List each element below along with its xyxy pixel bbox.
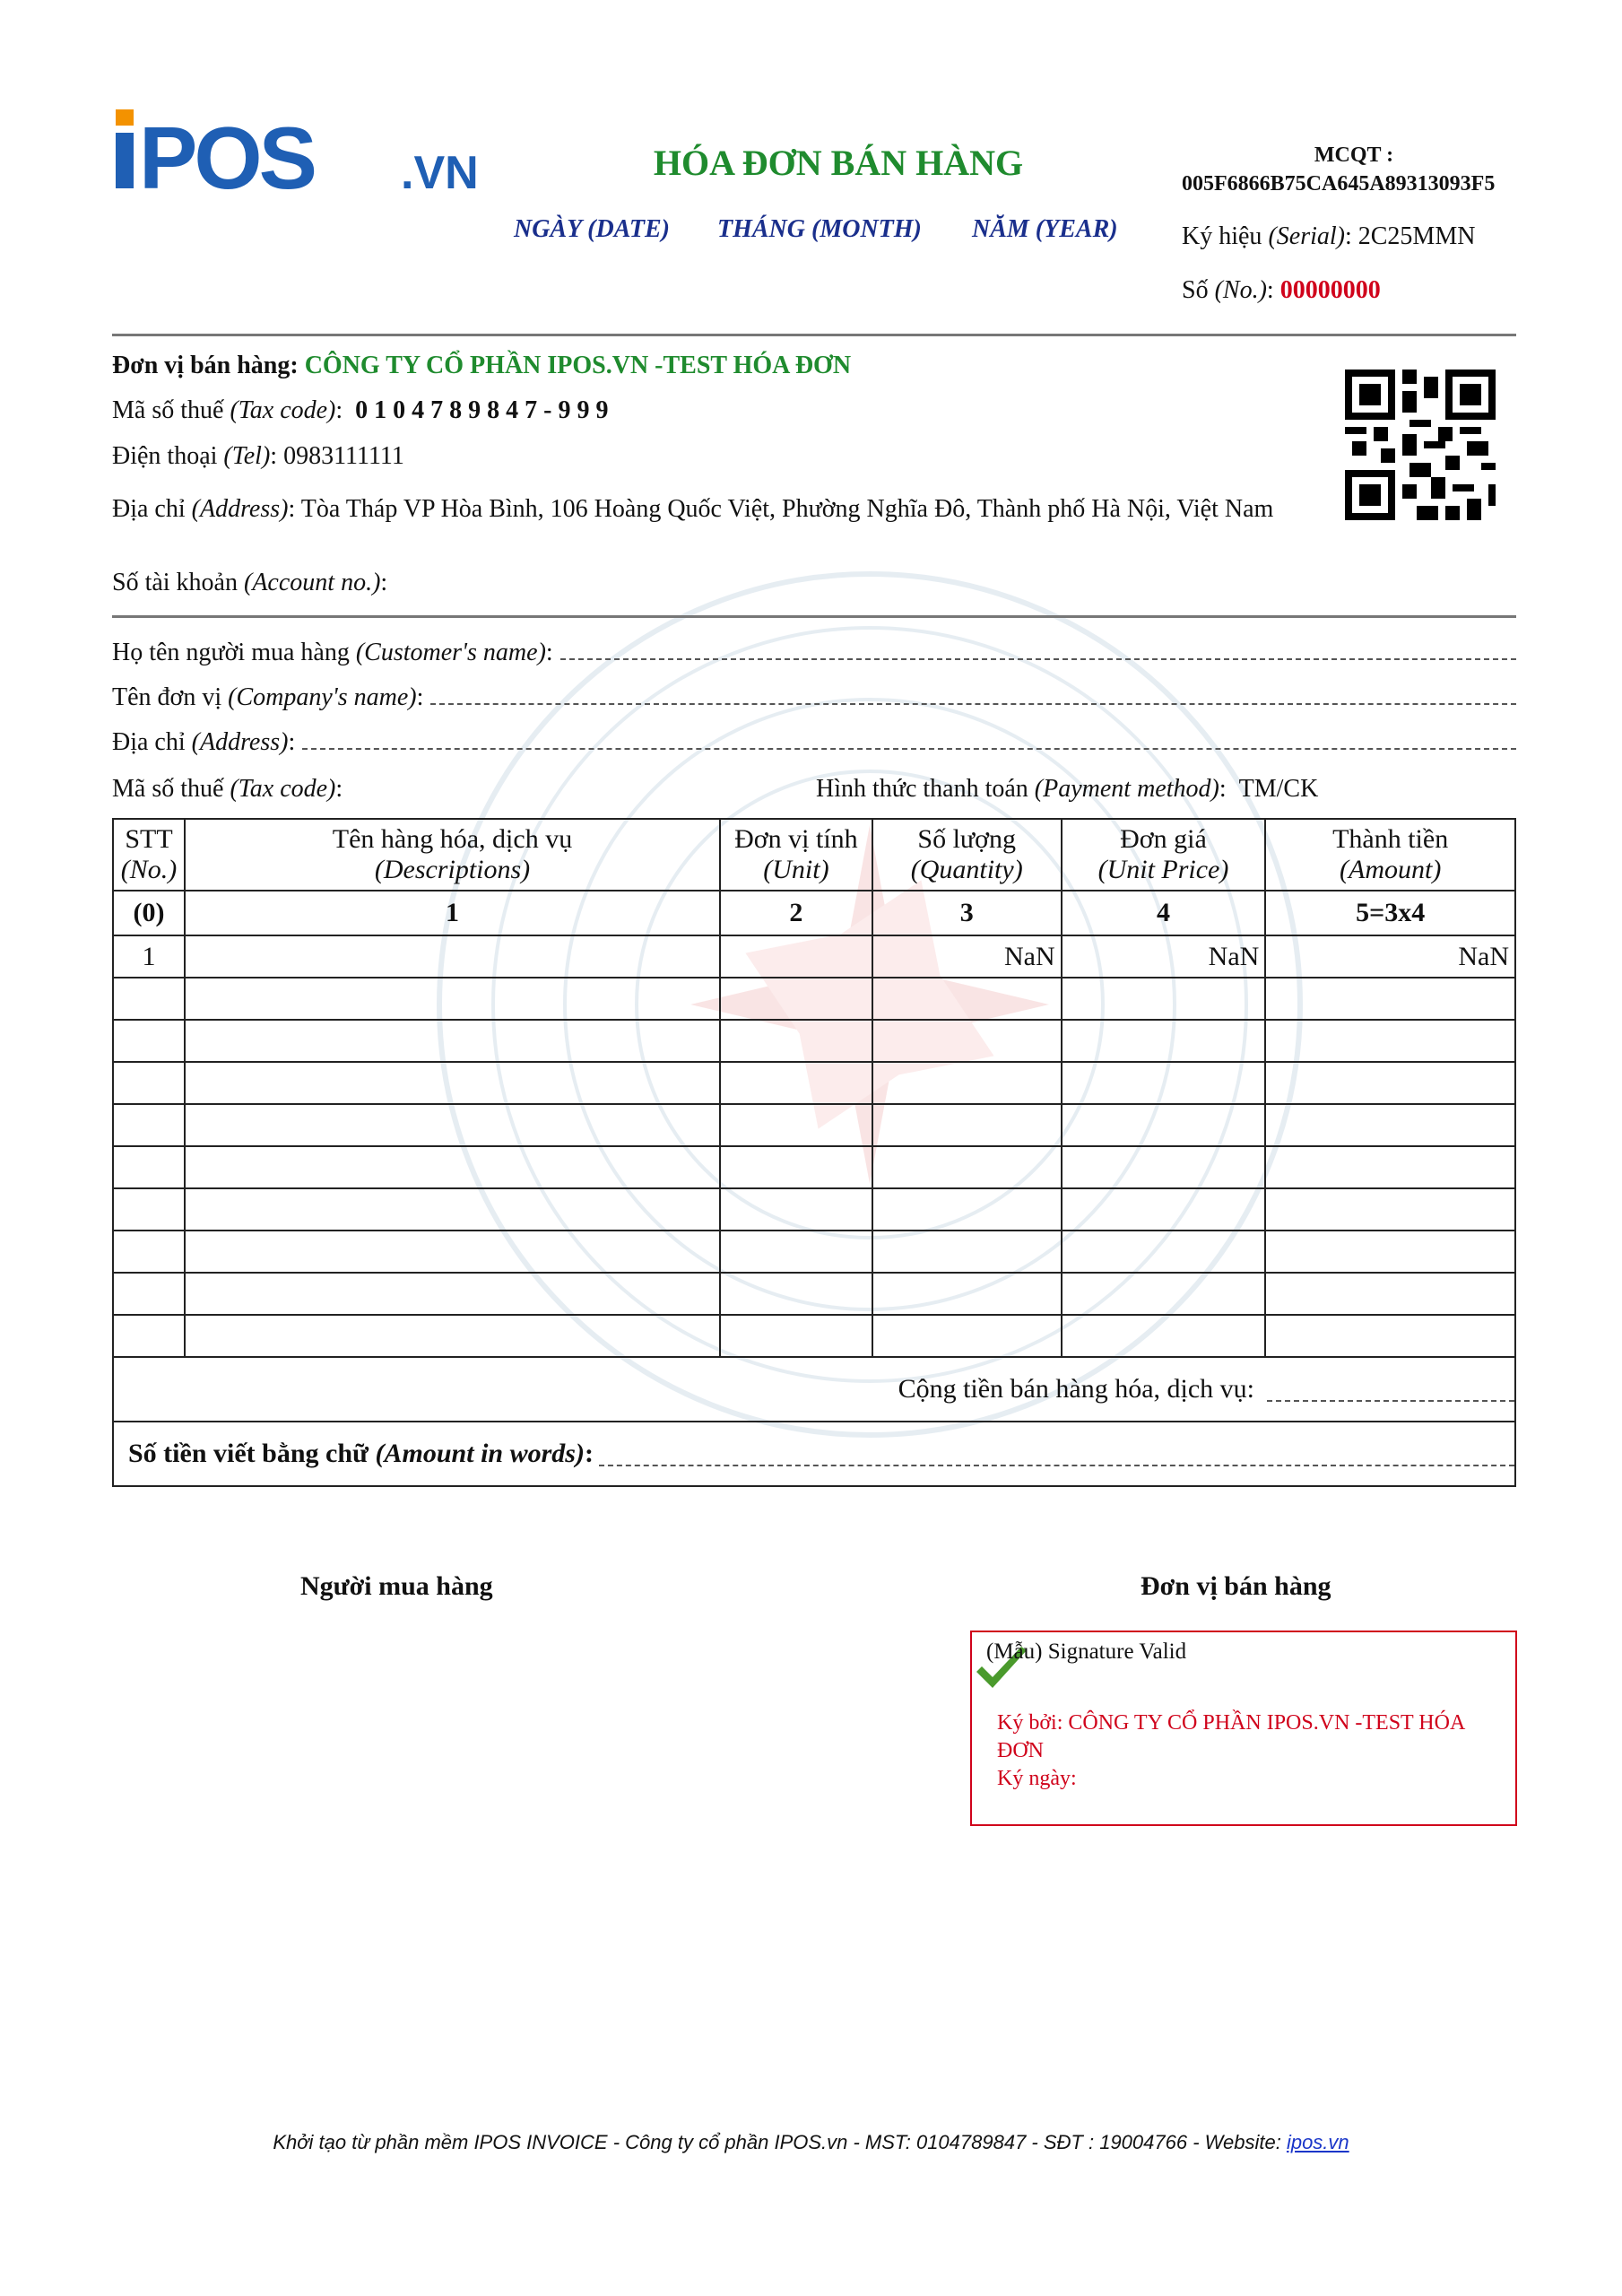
row-no: 1 xyxy=(113,935,185,978)
index-cell: 5=3x4 xyxy=(1265,891,1515,935)
seller-name: CÔNG TY CỔ PHẦN IPOS.VN -TEST HÓA ĐƠN xyxy=(304,352,852,379)
footer-website-link[interactable]: ipos.vn xyxy=(1286,2131,1349,2153)
signature-details xyxy=(997,1709,1499,1793)
payment-method-line: Hình thức thanh toán (Payment method): TM/CK xyxy=(816,775,1319,803)
signed-date: Ký ngày: xyxy=(997,1767,1077,1790)
table-row xyxy=(113,935,1515,978)
mcqt-label: MCQT : xyxy=(1314,144,1394,167)
empty-cell xyxy=(1062,1188,1266,1231)
empty-cell xyxy=(1062,1104,1266,1146)
serial-line: Ký hiệu (Serial): 2C25MMN xyxy=(1182,222,1476,250)
total-label: Cộng tiền bán hàng hóa, dịch vụ: xyxy=(898,1374,1254,1404)
signature-valid-text: (Mẫu) Signature Valid xyxy=(986,1639,1187,1664)
empty-cell xyxy=(720,978,872,1020)
seller-account-line: Số tài khoản (Account no.): xyxy=(112,569,388,596)
buyer-name-line: Họ tên người mua hàng (Customer's name): xyxy=(112,639,1516,667)
invoice-title: HÓA ĐƠN BÁN HÀNG xyxy=(653,143,1024,183)
empty-cell xyxy=(113,1273,185,1315)
empty-cell xyxy=(1265,1315,1515,1357)
empty-cell xyxy=(113,1231,185,1273)
empty-cell xyxy=(872,1020,1062,1062)
buyer-tax-line: Mã số thuế (Tax code): xyxy=(112,775,343,803)
empty-cell xyxy=(113,1020,185,1062)
table-row xyxy=(113,1273,1515,1315)
date-label: NGÀY (DATE) xyxy=(514,215,670,243)
empty-cell xyxy=(113,1104,185,1146)
items-table xyxy=(112,818,1516,1487)
serial-value: 2C25MMN xyxy=(1357,222,1476,250)
buyer-name-field[interactable] xyxy=(560,639,1516,660)
empty-cell xyxy=(1062,1273,1266,1315)
empty-cell xyxy=(1265,1188,1515,1231)
divider xyxy=(112,334,1516,336)
empty-cell xyxy=(720,1020,872,1062)
svg-text:POS: POS xyxy=(139,109,314,196)
col-header-unit: Đơn vị tính (Unit) xyxy=(720,819,872,891)
invoice-no-value: 00000000 xyxy=(1279,276,1381,304)
empty-cell xyxy=(1062,978,1266,1020)
empty-cell xyxy=(185,1188,720,1231)
buyer-company-field[interactable] xyxy=(430,683,1516,705)
empty-cell xyxy=(720,1231,872,1273)
col-header-amount: Thành tiền (Amount) xyxy=(1265,819,1515,891)
seller-tax-line: Mã số thuế (Tax code): 0104789847-999 xyxy=(112,396,615,424)
empty-cell xyxy=(720,1188,872,1231)
seller-address-value: Tòa Tháp VP Hòa Bình, 106 Hoàng Quốc Việt, Phường Nghĩa Đô, Thành phố Hà Nội, Việt Nam xyxy=(300,495,1274,523)
qr-code-icon xyxy=(1345,370,1496,520)
empty-cell xyxy=(872,1231,1062,1273)
empty-cell xyxy=(720,1062,872,1104)
empty-cell xyxy=(185,1273,720,1315)
ipos-logo xyxy=(112,106,489,196)
seller-address-line: Địa chỉ (Address): Tòa Tháp VP Hòa Bình, 106 Hoàng Quốc Việt, Phường Nghĩa Đô, Thành phố Hà Nội, Việt Nam xyxy=(112,495,1274,523)
empty-cell xyxy=(1265,978,1515,1020)
seller-tel-value: 0983111111 xyxy=(283,442,404,470)
table-row xyxy=(113,1020,1515,1062)
empty-cell xyxy=(113,1315,185,1357)
empty-cell xyxy=(1265,1020,1515,1062)
row-amount: NaN xyxy=(1265,935,1515,978)
empty-cell xyxy=(720,1104,872,1146)
ipos-logo-icon xyxy=(112,106,489,196)
row-unit xyxy=(720,935,872,978)
payment-method-value: TM/CK xyxy=(1238,775,1319,803)
amount-words-field xyxy=(599,1441,1514,1466)
empty-cell xyxy=(872,1146,1062,1188)
empty-cell xyxy=(185,1146,720,1188)
empty-cell xyxy=(1062,1231,1266,1273)
table-header-row xyxy=(113,819,1515,891)
col-header-desc: Tên hàng hóa, dịch vụ (Descriptions) xyxy=(185,819,720,891)
empty-cell xyxy=(185,1062,720,1104)
seller-tel-line: Điện thoại (Tel): 0983111111 xyxy=(112,442,404,470)
table-row xyxy=(113,1146,1515,1188)
index-cell: 2 xyxy=(720,891,872,935)
table-row xyxy=(113,1104,1515,1146)
empty-cell xyxy=(872,1273,1062,1315)
empty-cell xyxy=(185,1315,720,1357)
buyer-address-line: Địa chỉ (Address): xyxy=(112,728,1516,757)
mcqt-value: 005F6866B75CA645A89313093F5 xyxy=(1182,172,1496,196)
table-row xyxy=(113,1231,1515,1273)
empty-cell xyxy=(1265,1104,1515,1146)
table-index-row xyxy=(113,891,1515,935)
buyer-company-line: Tên đơn vị (Company's name): xyxy=(112,683,1516,712)
row-desc xyxy=(185,935,720,978)
empty-cell xyxy=(720,1146,872,1188)
signed-by: Ký bởi: CÔNG TY CỔ PHẦN IPOS.VN -TEST HÓA ĐƠN xyxy=(997,1711,1464,1762)
year-label: NĂM (YEAR) xyxy=(972,215,1118,243)
total-value-field xyxy=(1267,1377,1514,1402)
row-price: NaN xyxy=(1062,935,1266,978)
col-header-no: STT (No.) xyxy=(113,819,185,891)
empty-cell xyxy=(185,1104,720,1146)
index-cell: 1 xyxy=(185,891,720,935)
empty-cell xyxy=(872,1104,1062,1146)
footer xyxy=(0,2131,1622,2154)
empty-cell xyxy=(1062,1020,1266,1062)
empty-cell xyxy=(720,1273,872,1315)
empty-cell xyxy=(1062,1146,1266,1188)
empty-cell xyxy=(113,1062,185,1104)
col-header-price: Đơn giá (Unit Price) xyxy=(1062,819,1266,891)
empty-cell xyxy=(872,1315,1062,1357)
index-cell: 4 xyxy=(1062,891,1266,935)
row-qty: NaN xyxy=(872,935,1062,978)
empty-cell xyxy=(1062,1315,1266,1357)
empty-cell xyxy=(872,1062,1062,1104)
empty-cell xyxy=(1265,1231,1515,1273)
month-label: THÁNG (MONTH) xyxy=(717,215,922,243)
empty-cell xyxy=(872,978,1062,1020)
table-row xyxy=(113,978,1515,1020)
empty-cell xyxy=(185,1231,720,1273)
seller-signature-label: Đơn vị bán hàng xyxy=(1141,1571,1331,1601)
buyer-address-field[interactable] xyxy=(302,728,1516,750)
table-row xyxy=(113,1188,1515,1231)
seller-unit-line: Đơn vị bán hàng: CÔNG TY CỔ PHẦN IPOS.VN -TEST HÓA ĐƠN xyxy=(112,352,852,379)
svg-text:.VN: .VN xyxy=(401,147,479,196)
empty-cell xyxy=(113,1146,185,1188)
empty-cell xyxy=(1265,1146,1515,1188)
index-cell: 3 xyxy=(872,891,1062,935)
empty-cell xyxy=(720,1315,872,1357)
table-row xyxy=(113,1315,1515,1357)
invoice-no-line: Số (No.): 00000000 xyxy=(1182,276,1381,304)
empty-cell xyxy=(113,978,185,1020)
seller-tax-value: 0104789847-999 xyxy=(355,396,615,424)
amount-words-label: Số tiền viết bằng chữ (Amount in words): xyxy=(128,1439,594,1468)
amount-words-row xyxy=(113,1422,1515,1486)
empty-cell xyxy=(113,1188,185,1231)
col-header-qty: Số lượng (Quantity) xyxy=(872,819,1062,891)
total-row xyxy=(113,1357,1515,1422)
empty-cell xyxy=(872,1188,1062,1231)
footer-text: Khởi tạo từ phần mềm IPOS INVOICE - Công ty cổ phần IPOS.vn - MST: 0104789847 - SĐT : 19004766 - Website: xyxy=(273,2131,1287,2153)
table-row xyxy=(113,1062,1515,1104)
index-cell: (0) xyxy=(113,891,185,935)
buyer-signature-label: Người mua hàng xyxy=(300,1571,493,1601)
empty-cell xyxy=(1265,1273,1515,1315)
empty-cell xyxy=(1062,1062,1266,1104)
empty-cell xyxy=(1265,1062,1515,1104)
empty-cell xyxy=(185,1020,720,1062)
empty-cell xyxy=(185,978,720,1020)
divider xyxy=(112,615,1516,618)
